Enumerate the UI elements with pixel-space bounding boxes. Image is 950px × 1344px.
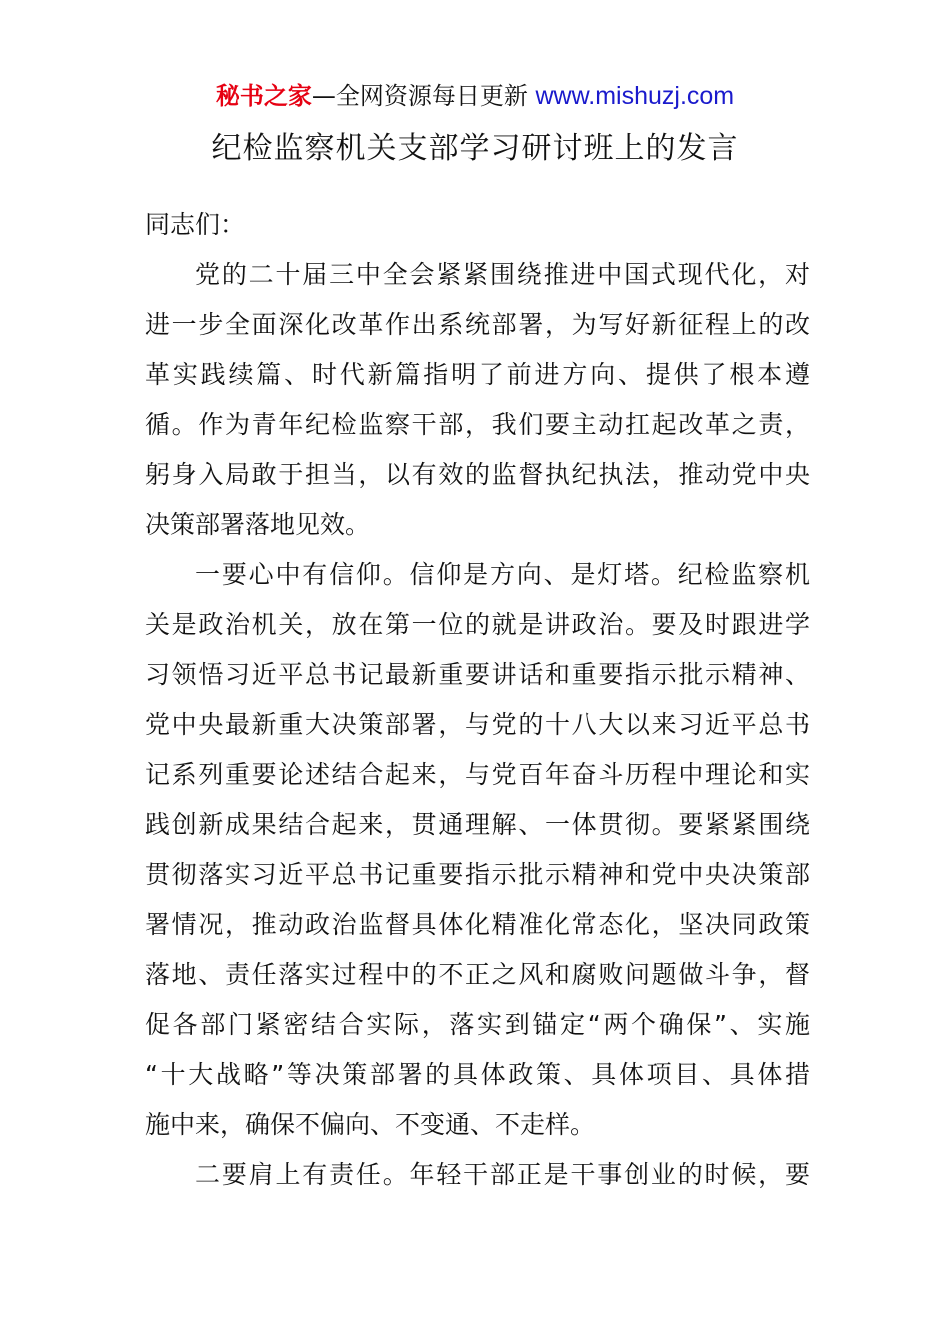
document-body [145,200,810,1200]
text-line: 革实践续篇、时代新篇指明了前进方向、提供了根本遵 [145,360,810,389]
text-line: 记系列重要论述结合起来，与党百年奋斗历程中理论和实 [145,760,810,789]
site-header [0,78,950,114]
document-title: 纪检监察机关支部学习研讨班上的发言 [211,131,739,166]
text-line: 署情况，推动政治监督具体化精准化常态化，坚决同政策 [145,910,810,939]
text-line: 一要心中有信仰。信仰是方向、是灯塔。纪检监察机 [195,560,810,589]
text-line: 关是政治机关，放在第一位的就是讲政治。要及时跟进学 [145,610,810,639]
header-tagline: —全网资源每日更新 [311,82,528,110]
text-line: 循。作为青年纪检监察干部，我们要主动扛起改革之责， [145,410,810,439]
text-line: 施中来，确保不偏向、不变通、不走样。 [145,1110,596,1139]
text-line: 贯彻落实习近平总书记重要指示批示精神和党中央决策部 [145,860,810,889]
text-line: “十大战略”等决策部署的具体政策、具体项目、具体措 [145,1060,810,1089]
text-line: 躬身入局敢于担当，以有效的监督执纪执法，推动党中央 [145,460,810,489]
text-line: 党中央最新重大决策部署，与党的十八大以来习近平总书 [145,710,810,739]
text-line: 党的二十届三中全会紧紧围绕推进中国式现代化，对 [195,260,810,289]
brand-name: 秘书之家 [215,82,312,110]
text-line: 二要肩上有责任。年轻干部正是干事创业的时候，要 [195,1160,810,1189]
text-line: 决策部署落地见效。 [145,510,371,539]
site-url-link[interactable]: www.mishuzj.com [535,82,735,110]
text-line: 同志们： [145,210,246,239]
text-line: 践创新成果结合起来，贯通理解、一体贯彻。要紧紧围绕 [145,810,810,839]
text-line: 促各部门紧密结合实际，落实到锚定“两个确保”、实施 [145,1010,810,1039]
text-line: 习领悟习近平总书记最新重要讲话和重要指示批示精神、 [145,660,810,689]
text-line: 落地、责任落实过程中的不正之风和腐败问题做斗争，督 [145,960,810,989]
text-line: 进一步全面深化改革作出系统部署，为写好新征程上的改 [145,310,810,339]
